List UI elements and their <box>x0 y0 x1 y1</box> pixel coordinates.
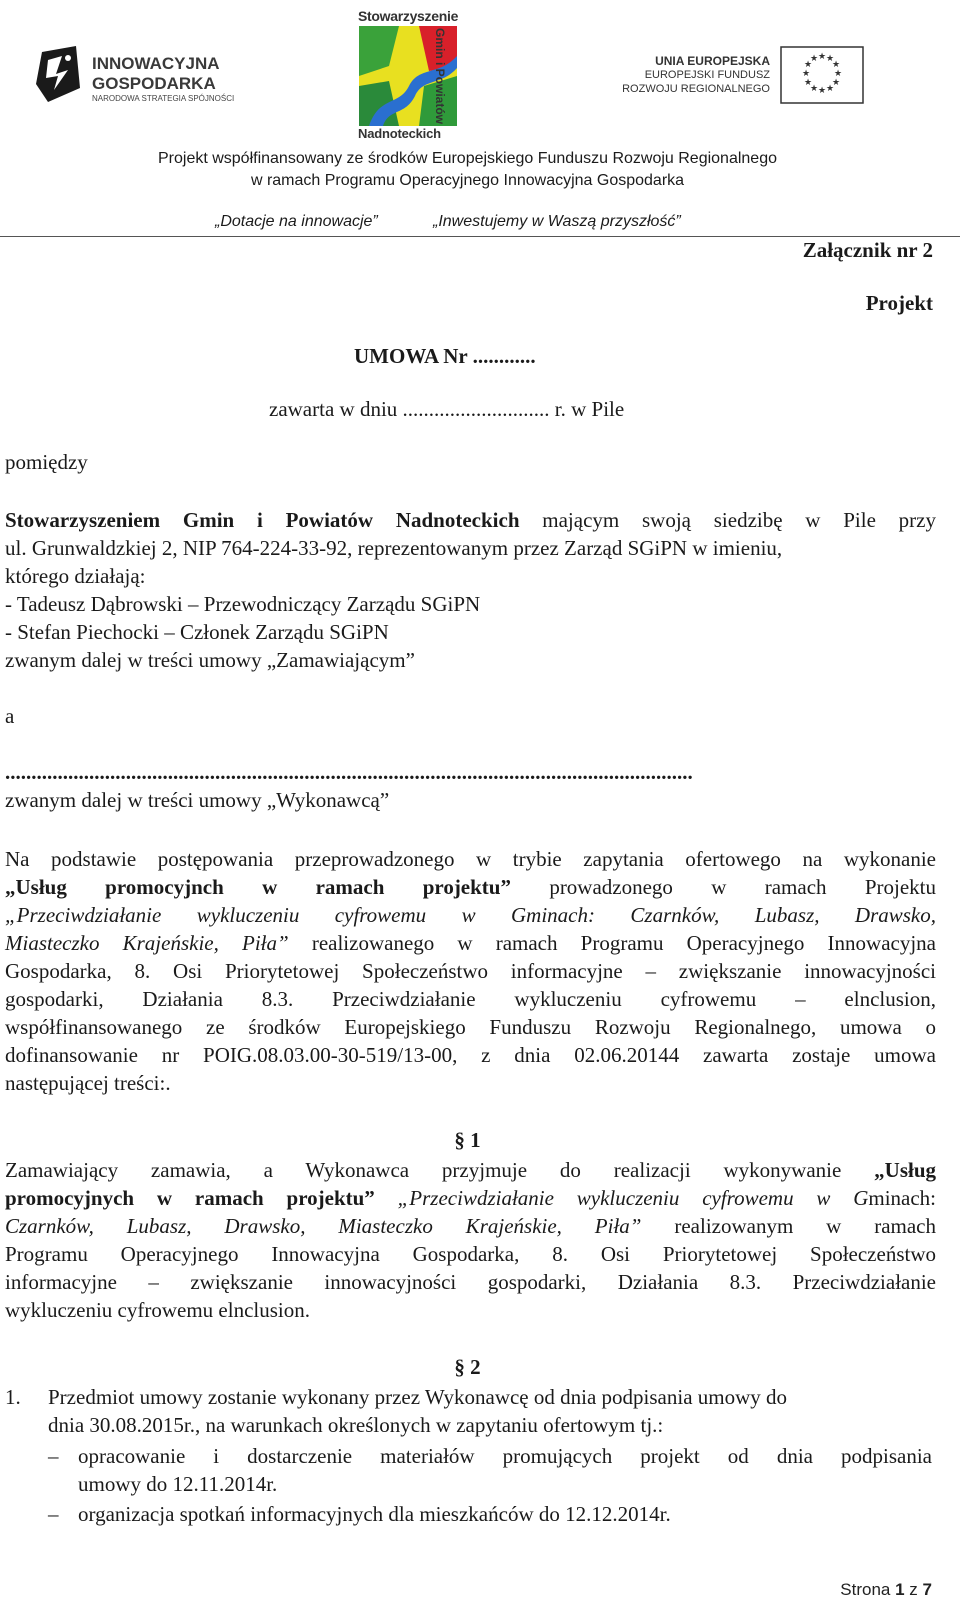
eu-line2: EUROPEJSKI FUNDUSZ <box>644 69 770 81</box>
slogan-1: „Dotacje na innowacje” <box>215 213 378 230</box>
party1-alias: zwanym dalej w treści umowy „Zamawiającym” <box>5 648 415 672</box>
s1-line1-plain: Zamawiający zamawia, a Wykonawca przyjmuje do realizacji wykonywanie <box>5 1158 842 1182</box>
basis-line4 <box>5 929 936 957</box>
basis-service-name: „Usług promocyjnch w ramach projektu” <box>5 875 511 899</box>
svg-text:★: ★ <box>831 60 841 70</box>
party1-name: Stowarzyszeniem Gmin i Powiatów Nadnoteckich <box>5 508 520 532</box>
basis-line1: Na podstawie postępowania przeprowadzonego w trybie zapytania ofertowego na wykonanie <box>5 847 936 871</box>
representative-2: - Stefan Piechocki – Członek Zarządu SGiPN <box>5 620 389 644</box>
draft-label: Projekt <box>865 291 933 315</box>
svg-text:★: ★ <box>801 69 811 79</box>
concluded-line: zawarta w dniu ............................ r. w Pile <box>269 397 625 421</box>
between-label: pomiędzy <box>5 450 88 474</box>
s1-line2-italic: „Przeciwdziałanie wykluczeniu cyfrowemu w G <box>397 1186 869 1210</box>
s2-item1-line2: dnia 30.08.2015r., na warunkach określonych w zapytaniu ofertowym tj.: <box>48 1413 664 1437</box>
svg-text:★: ★ <box>825 84 835 94</box>
ig-line1: INNOWACYJNA <box>92 54 220 73</box>
slogan-2: „Inwestujemy w Waszą przyszłość” <box>433 213 681 230</box>
party1-seat: mającym swoją siedzibę w Pile przy <box>542 508 936 532</box>
contractor-blank: ................................................................................................................................... <box>5 760 693 784</box>
page-label: Strona <box>840 1580 891 1599</box>
eu-line1: UNIA EUROPEJSKA <box>655 54 770 68</box>
s1-line3 <box>5 1212 936 1240</box>
svg-text:★: ★ <box>831 78 841 88</box>
s1-line1 <box>5 1156 936 1184</box>
page-of: z <box>909 1580 918 1599</box>
svg-text:★: ★ <box>809 84 819 94</box>
cofinance-line2: w ramach Programu Operacyjnego Innowacyjna Gospodarka <box>250 172 685 189</box>
basis-line9: następującej treści:. <box>5 1071 171 1095</box>
basis-line5: Gospodarka, 8. Osi Priorytetowej Społeczeństwo informacyjne – zwiększanie innowacyjności <box>5 959 936 983</box>
s2-bullet1-line2: umowy do 12.11.2014r. <box>78 1472 278 1496</box>
party1-line1 <box>5 506 936 534</box>
svg-text:★: ★ <box>825 54 835 64</box>
svg-text:★: ★ <box>803 60 813 70</box>
annex-label: Załącznik nr 2 <box>802 238 933 262</box>
svg-text:★: ★ <box>803 78 813 88</box>
and-label: a <box>5 704 15 728</box>
project-name-part2: Miasteczko Krajeńskie, Piła” <box>5 931 289 955</box>
basis-line8: dofinansowanie nr POIG.08.03.00-30-519/13-00, z dnia 02.06.20144 zawarta zostaje umowa <box>5 1043 936 1067</box>
basis-line2 <box>5 873 936 901</box>
svg-text:★: ★ <box>809 54 819 64</box>
section-1-heading: § 1 <box>454 1128 481 1152</box>
svg-text:★: ★ <box>833 69 843 79</box>
basis-line3 <box>5 901 936 929</box>
ig-line2: GOSPODARKA <box>92 74 216 93</box>
project-name-part1: „Przeciwdziałanie wykluczeniu cyfrowemu w Gminach: Czarnków, Lubasz, Drawsko, <box>5 903 936 927</box>
sgipn-bottom-text: Nadnoteckich <box>358 126 441 141</box>
representative-1: - Tadeusz Dąbrowski – Przewodniczący Zarządu SGiPN <box>5 592 481 616</box>
basis-line4-rest: realizowanego w ramach Programu Operacyjnego Innowacyjna <box>311 931 936 955</box>
section-2-heading: § 2 <box>454 1355 481 1379</box>
eu-flag-icon <box>780 46 864 104</box>
s1-line2 <box>5 1184 936 1212</box>
basis-line7: współfinansowanego ze środków Europejskiego Funduszu Rozwoju Regionalnego, umowa o <box>5 1015 936 1039</box>
svg-text:★: ★ <box>817 52 827 62</box>
svg-text:★: ★ <box>817 86 827 96</box>
eu-line3: ROZWOJU REGIONALNEGO <box>622 83 770 95</box>
bullet-dash-1: – <box>48 1444 59 1468</box>
s1-line3-rest: realizowanym w ramach <box>674 1214 936 1238</box>
s1-line2-rest: minach: <box>868 1186 937 1210</box>
cofinance-line1: Projekt współfinansowany ze środków Europejskiego Funduszu Rozwoju Regionalnego <box>157 150 777 167</box>
innowacyjna-gospodarka-logo <box>34 44 244 106</box>
s2-item-number: 1. <box>5 1385 21 1409</box>
s1-line1-bold: „Usług <box>874 1158 937 1182</box>
page-number: 1 <box>895 1580 905 1599</box>
party1-line2: ul. Grunwaldzkiej 2, NIP 764-224-33-92, reprezentowanym przez Zarząd SGiPN w imieniu, <box>5 536 783 560</box>
basis-line2-rest: prowadzonego w ramach Projektu <box>549 875 936 899</box>
s2-item1-line1: Przedmiot umowy zostanie wykonany przez Wykonawcę od dnia podpisania umowy do <box>48 1385 788 1409</box>
party2-alias: zwanym dalej w treści umowy „Wykonawcą” <box>5 788 390 812</box>
s1-line2-bold: promocyjnych w ramach projektu” <box>5 1186 375 1210</box>
s2-bullet1-line1: opracowanie i dostarczenie materiałów promujących projekt od dnia podpisania <box>78 1444 932 1468</box>
s1-line5: informacyjne – zwiększanie innowacyjności gospodarki, Działania 8.3. Przeciwdziałanie <box>5 1270 936 1294</box>
page-total: 7 <box>922 1580 932 1599</box>
s1-line4: Programu Operacyjnego Innowacyjna Gospodarka, 8. Osi Priorytetowej Społeczeństwo <box>5 1242 936 1266</box>
sgipn-top-text: Stowarzyszenie <box>358 8 459 24</box>
basis-line6: gospodarki, Działania 8.3. Przeciwdziałanie wykluczeniu cyfrowemu – elnclusion, <box>5 987 936 1011</box>
ig-emblem-icon <box>34 44 84 106</box>
page-footer <box>840 1580 932 1600</box>
sgipn-logo <box>355 6 485 142</box>
s2-bullet2: organizacja spotkań informacyjnych dla mieszkańców do 12.12.2014r. <box>78 1502 671 1526</box>
s1-line3-italic: Czarnków, Lubasz, Drawsko, Miasteczko Krajeńskie, Piła” <box>5 1214 642 1238</box>
eu-logo <box>622 42 870 106</box>
ig-line3: NARODOWA STRATEGIA SPÓJNOŚCI <box>92 94 235 103</box>
bullet-dash-2: – <box>48 1502 59 1526</box>
sgipn-side-text: Gmin i Powiatów <box>433 28 447 125</box>
header-divider <box>0 236 960 237</box>
contract-title: UMOWA Nr ............ <box>354 344 536 368</box>
party1-line3: którego działają: <box>5 564 146 588</box>
s1-line6: wykluczeniu cyfrowemu elnclusion. <box>5 1298 310 1322</box>
